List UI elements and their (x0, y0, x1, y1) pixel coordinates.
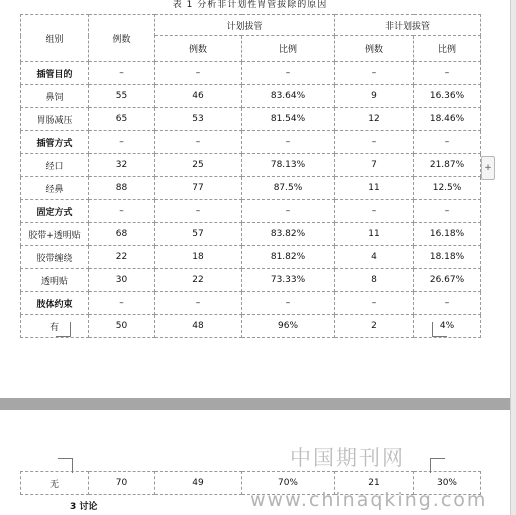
header-planned-cases: 例数 (155, 36, 242, 62)
table-cell: – (155, 200, 242, 223)
table-cell: 26.67% (414, 269, 481, 292)
table-row (21, 315, 481, 338)
section-heading: 3 讨论 (70, 502, 98, 512)
reasons-table (20, 14, 481, 338)
header-group: 组别 (21, 15, 89, 62)
table-cell: 46 (155, 85, 242, 108)
table-cell: – (242, 131, 335, 154)
table-cell: – (155, 292, 242, 315)
table-cell: 9 (335, 85, 414, 108)
table-cell: – (414, 200, 481, 223)
table-cell: – (89, 200, 155, 223)
table-cell: 53 (155, 108, 242, 131)
table-cell: 88 (89, 177, 155, 200)
side-expand-tab[interactable]: + (481, 156, 495, 180)
table-cell: 11 (335, 177, 414, 200)
header-cases: 例数 (89, 15, 155, 62)
row-label: 鼻饲 (21, 85, 89, 108)
table-cell: 4% (414, 315, 481, 338)
crop-mark-bottom-left (56, 322, 71, 337)
table-cell: 70 (89, 472, 155, 495)
row-label: 胶带+透明贴 (21, 223, 89, 246)
table-cell: 73.33% (242, 269, 335, 292)
table-cell: 16.36% (414, 85, 481, 108)
table-cell: – (414, 62, 481, 85)
table-cell: 96% (242, 315, 335, 338)
row-label: 插管方式 (21, 131, 89, 154)
table-cell: 57 (155, 223, 242, 246)
table-row (21, 292, 481, 315)
vertical-scrollbar[interactable] (510, 0, 516, 515)
row-label: 有 (21, 315, 89, 338)
table-cell: – (155, 62, 242, 85)
table-row (21, 154, 481, 177)
table-cell: 25 (155, 154, 242, 177)
row-label: 肢体约束 (21, 292, 89, 315)
row-label: 固定方式 (21, 200, 89, 223)
table-row (21, 131, 481, 154)
table-cell: 11 (335, 223, 414, 246)
table-cell: 18.18% (414, 246, 481, 269)
table-cell: 68 (89, 223, 155, 246)
row-label: 胶带缠绕 (21, 246, 89, 269)
row-label: 无 (21, 472, 89, 495)
table-cell: 30% (414, 472, 481, 495)
table-cell: – (335, 131, 414, 154)
table-cell: 81.54% (242, 108, 335, 131)
table-row (21, 108, 481, 131)
table-cell: 2 (335, 315, 414, 338)
table-cell: – (242, 62, 335, 85)
table-cell: 48 (155, 315, 242, 338)
table-cell: – (414, 292, 481, 315)
table-cell: 81.82% (242, 246, 335, 269)
table-cell: 50 (89, 315, 155, 338)
header-unplanned-removal: 非计划拔管 (335, 15, 481, 36)
table-cell: 18.46% (414, 108, 481, 131)
table-cell: 83.82% (242, 223, 335, 246)
table-cell: 30 (89, 269, 155, 292)
table-caption: 表 1 分析非计划性胃管拔除的原因 (172, 0, 328, 10)
table-cell: – (414, 131, 481, 154)
watermark-site-name: 中国期刊网 (290, 446, 405, 470)
table-cell: 4 (335, 246, 414, 269)
table-cell: – (89, 62, 155, 85)
crop-mark-bottom-right (432, 322, 447, 337)
header-unplanned-cases: 例数 (335, 36, 414, 62)
table-cell: 77 (155, 177, 242, 200)
table-cell: 65 (89, 108, 155, 131)
table-cell: 22 (89, 246, 155, 269)
header-planned-removal: 计划拔管 (155, 15, 335, 36)
table-cell: – (335, 62, 414, 85)
table-cell: 22 (155, 269, 242, 292)
table-row (21, 200, 481, 223)
table-cell: 55 (89, 85, 155, 108)
table-cell: 49 (155, 472, 242, 495)
table-cell: – (242, 292, 335, 315)
crop-mark-top-left (58, 458, 73, 473)
watermark-url: www.chinaqking.com (250, 489, 488, 511)
table-cell: 8 (335, 269, 414, 292)
row-label: 插管目的 (21, 62, 89, 85)
table-cell: 12.5% (414, 177, 481, 200)
table-cell: – (89, 131, 155, 154)
table-cell: 21 (335, 472, 414, 495)
table-cell: 21.87% (414, 154, 481, 177)
table-cell: 12 (335, 108, 414, 131)
header-planned-ratio: 比例 (242, 36, 335, 62)
page-separator (0, 398, 516, 410)
table-cell: 83.64% (242, 85, 335, 108)
table-cell: – (242, 200, 335, 223)
table-row (21, 177, 481, 200)
table-cell: – (89, 292, 155, 315)
table-row (21, 223, 481, 246)
table-cell: 18 (155, 246, 242, 269)
table-cell: – (335, 292, 414, 315)
table-cell: 7 (335, 154, 414, 177)
row-label: 透明贴 (21, 269, 89, 292)
table-row (21, 85, 481, 108)
table-cell: 70% (242, 472, 335, 495)
table-row (21, 269, 481, 292)
table-cell: 16.18% (414, 223, 481, 246)
row-label: 胃肠减压 (21, 108, 89, 131)
table-cell: – (155, 131, 242, 154)
row-label: 经口 (21, 154, 89, 177)
table-cell: 78.13% (242, 154, 335, 177)
table-row (21, 246, 481, 269)
row-label: 经鼻 (21, 177, 89, 200)
table-cell: 87.5% (242, 177, 335, 200)
table-cell: 32 (89, 154, 155, 177)
crop-mark-top-right (430, 458, 445, 473)
header-unplanned-ratio: 比例 (414, 36, 481, 62)
table-cell: – (335, 200, 414, 223)
table-row (21, 62, 481, 85)
